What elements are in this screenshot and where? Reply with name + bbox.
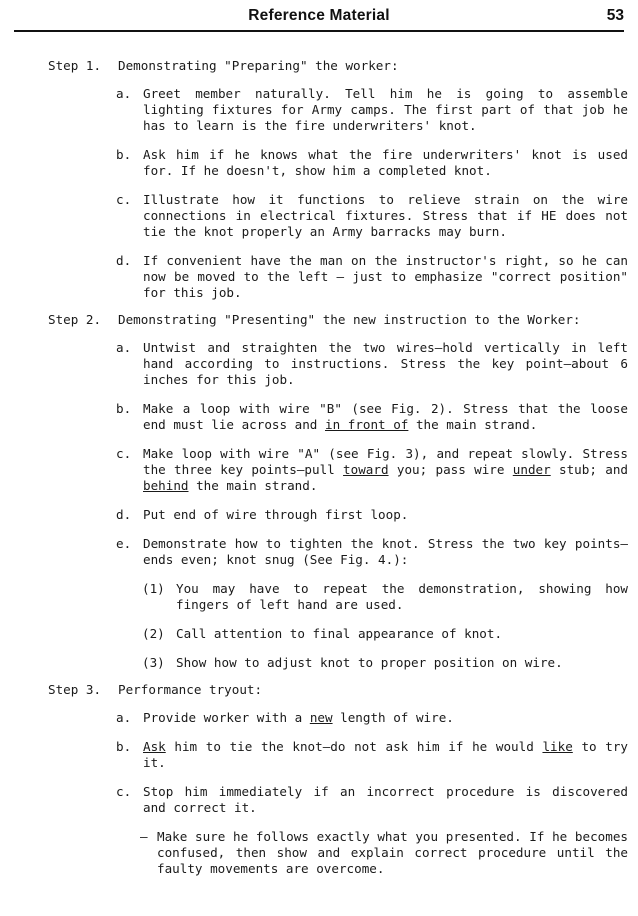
- step-title: Demonstrating "Presenting" the new instruction to the Worker:: [118, 312, 581, 327]
- page-header: [14, 4, 624, 32]
- underlined-text: in front of: [324, 417, 409, 432]
- list-item: [0, 147, 638, 179]
- item-text: [143, 446, 628, 493]
- sub-item-number: (2): [142, 626, 165, 641]
- list-item: [0, 192, 638, 240]
- underlined-text: Ask: [143, 739, 166, 754]
- text-run: stub; and: [550, 462, 628, 477]
- text-run: Make loop with wire "A" (see Fig. 3), and repeat slowly. Stress the three key points—pull: [143, 446, 628, 477]
- item-letter: a.: [116, 340, 132, 355]
- list-item: [0, 507, 638, 523]
- item-text: Put end of wire through first loop.: [143, 507, 409, 522]
- item-letter: a.: [116, 710, 132, 725]
- item-text: Illustrate how it functions to relieve strain on the wire connections in electrical fixtures. Stress that if HE does not tie the knot properly an Army barracks may burn.: [143, 192, 628, 239]
- item-letter: c.: [116, 784, 132, 799]
- sub-item-number: (1): [142, 581, 165, 596]
- item-letter: c.: [116, 192, 132, 207]
- step-label: Step 2.: [48, 312, 102, 327]
- text-run: length of wire.: [332, 710, 454, 725]
- item-text: Untwist and straighten the two wires—hold vertically in left hand according to instructions. Stress the key point—about 6 inches for this job.: [143, 340, 628, 387]
- text-run: him to tie the knot—do not ask him if he would: [165, 739, 543, 754]
- step-1-heading: [0, 58, 638, 74]
- text-run: Make a loop with wire "B" (see Fig. 2). Stress that the loose end must lie across and: [143, 401, 628, 432]
- item-text: Demonstrate how to tighten the knot. Stress the two key points—ends even; knot snug (See Fig. 4.):: [143, 536, 628, 567]
- document-body: [0, 58, 638, 877]
- underlined-text: toward: [343, 462, 389, 477]
- text-run: Provide worker with a: [143, 710, 310, 725]
- page-number: 53: [606, 7, 624, 24]
- item-text: Stop him immediately if an incorrect procedure is discovered and correct it.: [143, 784, 628, 815]
- underlined-text: behind: [143, 478, 189, 493]
- sub-item-text: Call attention to final appearance of knot.: [176, 626, 503, 641]
- sub-item-text: You may have to repeat the demonstration, showing how fingers of left hand are used.: [176, 581, 628, 612]
- item-letter: e.: [116, 536, 132, 551]
- item-letter: b.: [116, 147, 132, 162]
- item-text: [143, 710, 454, 725]
- item-letter: b.: [116, 401, 132, 416]
- underlined-text: like: [542, 739, 573, 754]
- list-item: [0, 401, 638, 433]
- running-title: Reference Material: [248, 7, 390, 24]
- step-title: Demonstrating "Preparing" the worker:: [118, 58, 399, 73]
- list-item: [0, 739, 638, 771]
- sub-item: [0, 581, 638, 613]
- text-run: the main strand.: [408, 417, 538, 432]
- text-run: to try it.: [143, 739, 628, 770]
- item-letter: d.: [116, 253, 132, 268]
- item-letter: a.: [116, 86, 132, 101]
- list-item: [0, 536, 638, 568]
- item-letter: d.: [116, 507, 132, 522]
- list-item: [0, 340, 638, 388]
- list-item: [0, 86, 638, 134]
- step-3-heading: [0, 682, 638, 698]
- underlined-text: new: [309, 710, 333, 725]
- step-2-heading: [0, 312, 638, 328]
- text-run: the main strand.: [188, 478, 318, 493]
- list-item: [0, 253, 638, 301]
- sub-item: [0, 655, 638, 671]
- item-text: [143, 401, 628, 432]
- list-item: [0, 710, 638, 726]
- note-text: Make sure he follows exactly what you presented. If he becomes confused, then show and explain correct procedure until the faulty movements are overcome.: [157, 829, 628, 876]
- item-letter: b.: [116, 739, 132, 754]
- step-label: Step 3.: [48, 682, 102, 697]
- dash-bullet: –: [140, 829, 148, 844]
- step-label: Step 1.: [48, 58, 102, 73]
- item-text: If convenient have the man on the instructor's right, so he can now be moved to the left — just to emphasize "correct position" for this job.: [143, 253, 628, 300]
- list-item: [0, 784, 638, 816]
- item-text: [143, 739, 628, 770]
- item-text: Greet member naturally. Tell him he is going to assemble lighting fixtures for Army camps. The first part of that job he has to learn is the fire underwriters' knot.: [143, 86, 628, 133]
- sub-item-number: (3): [142, 655, 165, 670]
- sub-item: [0, 626, 638, 642]
- sub-item-text: Show how to adjust knot to proper position on wire.: [176, 655, 563, 670]
- step-title: Performance tryout:: [118, 682, 263, 697]
- note-item: [0, 829, 638, 877]
- item-letter: c.: [116, 446, 132, 461]
- item-text: Ask him if he knows what the fire underwriters' knot is used for. If he doesn't, show him a completed knot.: [143, 147, 628, 178]
- list-item: [0, 446, 638, 494]
- text-run: you; pass wire: [388, 462, 513, 477]
- underlined-text: under: [512, 462, 551, 477]
